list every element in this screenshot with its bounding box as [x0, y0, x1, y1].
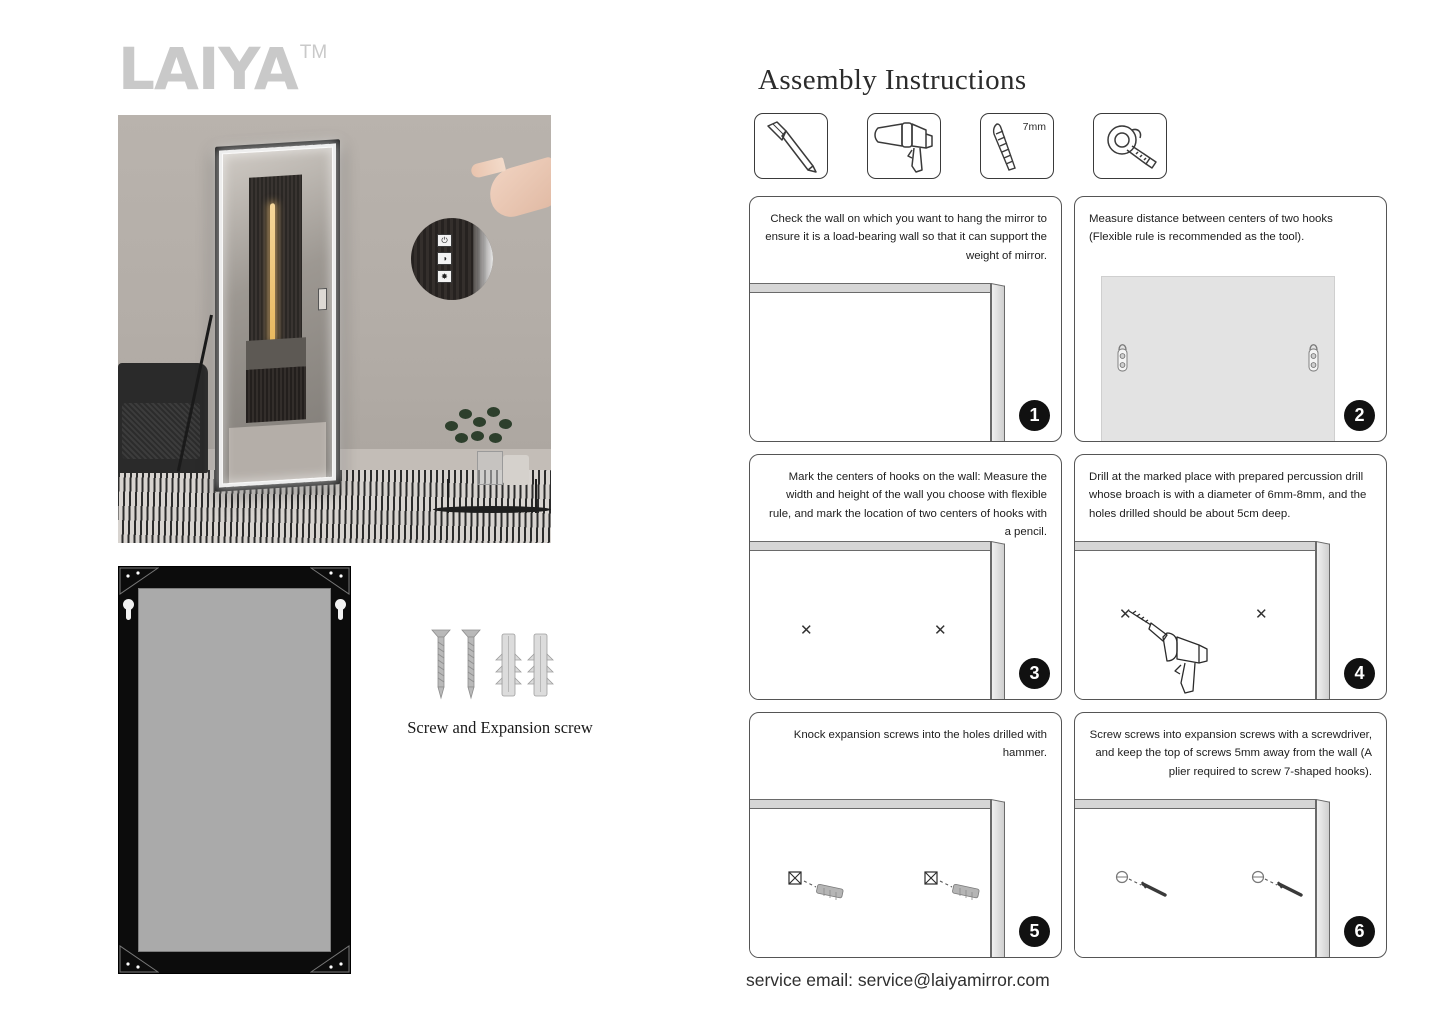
screw-insert-right: [1251, 869, 1321, 904]
mirror-panel-illustration: [1101, 276, 1335, 442]
touch-control-callout: [411, 218, 493, 300]
corner-bracket-top-right: [310, 567, 350, 595]
drill-bit-size-label: 7mm: [1022, 121, 1046, 133]
power-drill-icon: [867, 113, 941, 179]
assembly-steps-grid: [749, 196, 1387, 958]
d-ring-hook-right: [1307, 341, 1320, 373]
pencil-mark-right: ✕: [1255, 606, 1268, 623]
step-badge-1: 1: [1019, 400, 1050, 431]
photo-glass-vase: [477, 451, 503, 485]
pencil-mark-right: ✕: [934, 622, 947, 639]
wall-illustration-3: [749, 541, 1012, 700]
d-ring-hook-left: [1116, 341, 1129, 373]
callout-light-edge: [473, 218, 493, 300]
step-card-1: [749, 196, 1062, 442]
step-badge-5: 5: [1019, 916, 1050, 947]
anchor-insert-left: [788, 869, 858, 908]
anchor-insert-right: [924, 869, 994, 908]
step-badge-6: 6: [1344, 916, 1375, 947]
screw-insert-left: [1115, 869, 1185, 904]
wall-illustration-6: [1074, 799, 1337, 958]
color-temp-icon: ◑: [437, 252, 452, 265]
mirror-back-diagram: [118, 566, 351, 974]
required-tools-row: [754, 113, 1167, 179]
corner-bracket-bottom-left: [119, 945, 159, 973]
step-badge-2: 2: [1344, 400, 1375, 431]
step-card-2: [1074, 196, 1387, 442]
step-6-text: Screw screws into expansion screws with a screwdriver, and keep the top of screws 5mm away from the wall (A plier required to screw 7-shaped hooks).: [1089, 729, 1372, 778]
wall-illustration-4: [1074, 541, 1337, 700]
hardware-caption: Screw and Expansion screw: [407, 718, 593, 737]
photo-side-table: [433, 506, 551, 513]
product-lifestyle-photo: [118, 115, 551, 543]
wall-illustration-5: [749, 799, 1012, 958]
step-badge-4: 4: [1344, 658, 1375, 689]
keyhole-hanger-left: [123, 599, 134, 620]
pencil-mark-left: ✕: [1119, 606, 1132, 623]
photo-ceramic-pot: [503, 455, 529, 485]
pencil-mark-left: ✕: [800, 622, 813, 639]
step-5-text: Knock expansion screws into the holes drilled with hammer.: [793, 729, 1047, 760]
photo-led-mirror: [215, 139, 340, 492]
left-column: [0, 0, 700, 1022]
screwdriver-icon: [754, 113, 828, 179]
photo-touch-panel: [318, 288, 327, 311]
step-1-text: Check the wall on which you want to hang the mirror to ensure it is a load-bearing wall so that it can support the weight of mirror.: [765, 213, 1047, 262]
logo-wordmark: LAIYA: [118, 35, 298, 103]
drill-bit-icon: [980, 113, 1054, 179]
service-email: service email: service@laiyamirror.com: [746, 970, 1050, 990]
step-4-text: Drill at the marked place with prepared percussion drill whose broach is with a diameter of 6mm-8mm, and the holes drilled should be about 5cm deep.: [1089, 471, 1367, 520]
power-icon: ⏻: [437, 234, 452, 247]
keyhole-hanger-right: [335, 599, 346, 620]
page-title: Assembly Instructions: [758, 64, 1027, 96]
corner-bracket-top-left: [119, 567, 159, 595]
photo-led-border: [219, 143, 336, 487]
corner-bracket-bottom-right: [310, 945, 350, 973]
photo-plant: [441, 403, 529, 485]
step-card-3: [749, 454, 1062, 700]
mirror-back-glass: [138, 588, 331, 952]
step-badge-3: 3: [1019, 658, 1050, 689]
step-card-4: [1074, 454, 1387, 700]
step-card-5: [749, 712, 1062, 958]
step-3-text: Mark the centers of hooks on the wall: Measure the width and height of the wall you choose with flexible rule, and mark the location of two centers of hooks with a pencil.: [769, 471, 1047, 539]
step-card-6: [1074, 712, 1387, 958]
brightness-icon: ✸: [437, 270, 452, 283]
right-column: [700, 0, 1445, 1022]
drill-illustration: [1125, 605, 1245, 700]
wall-illustration-1: [749, 283, 1012, 442]
brand-logo: [118, 35, 328, 103]
photo-sofa: [118, 363, 208, 473]
tape-measure-icon: [1093, 113, 1167, 179]
hardware-illustration: [406, 628, 586, 703]
step-2-text: Measure distance between centers of two hooks (Flexible rule is recommended as the tool).: [1089, 213, 1333, 244]
trademark-symbol: TM: [299, 42, 328, 63]
